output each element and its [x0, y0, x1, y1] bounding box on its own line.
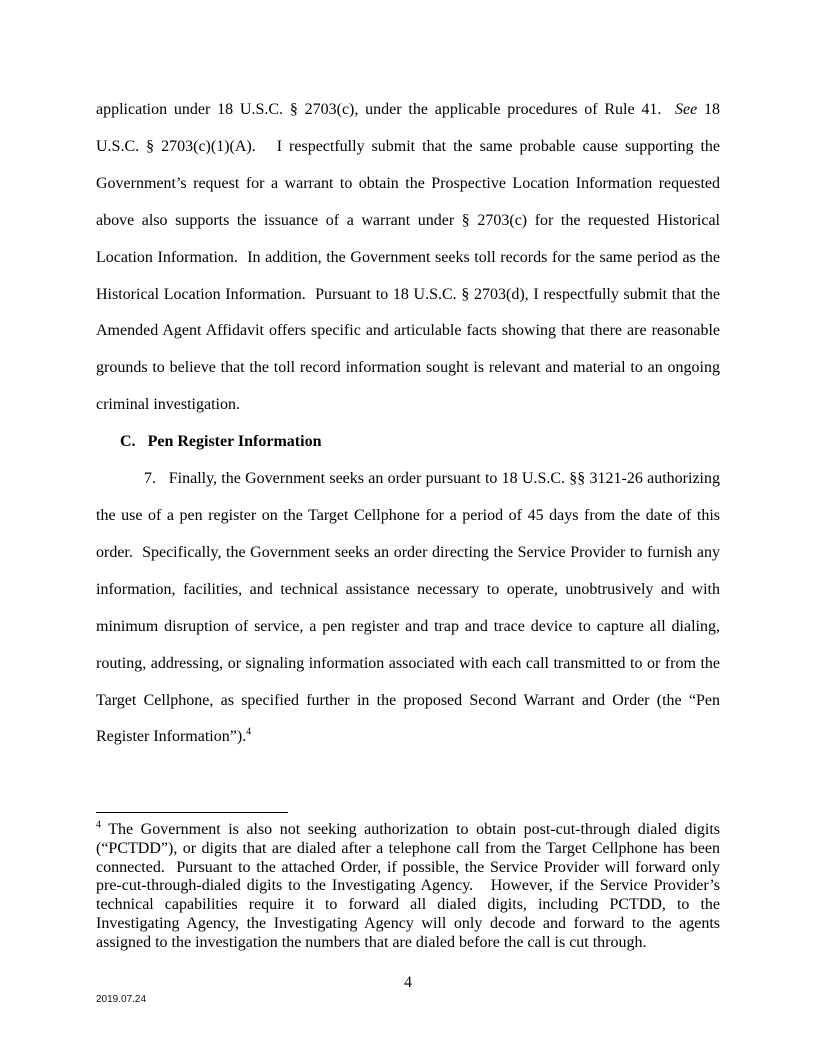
section-heading-c — [96, 424, 720, 461]
paragraph-6-continuation — [96, 92, 720, 424]
footnote-marker-4: 4 — [96, 819, 101, 831]
paragraph-text: application under 18 U.S.C. § 2703(c), under the applicable procedures of Rule 41. — [96, 101, 675, 118]
see-citation: See — [675, 101, 698, 118]
page-number: 4 — [404, 974, 412, 991]
section-heading-title: Pen Register Information — [147, 433, 322, 451]
footnote-text: The Government is also not seeking authorization to obtain post-cut-through dialed digits (“PCTDD”), or digits that are dialed after a telephone call from the Target Cellphone has been connected. Pursuant to the attached Order, if possible, the Service Provider will forward only pre-cut-through-dialed digits to the Investigating Agency. However, if the Service Provider’s technical capabilities require it to forward all dialed digits, including PCTDD, to the Investigating Agency, the Investigating Agency will only decode and forward to the agents assigned to the investigation the numbers that are dialed before the call is cut through. — [96, 821, 720, 951]
footnote-separator — [96, 812, 288, 813]
section-heading-label: C. — [120, 433, 136, 451]
paragraph-7 — [96, 461, 720, 756]
paragraph-text: 7. Finally, the Government seeks an order pursuant to 18 U.S.C. §§ 3121-26 authorizing the use of a pen register on the Target Cellphone for a period of 45 days from the date of this order. Specifically, the Government seeks an order directing the Service Provider to furnish any information, facilities, and technical assistance necessary to operate, unobtrusively and with minimum disruption of service, a pen register and trap and trace device to capture all dialing, routing, addressing, or signaling information associated with each call transmitted to or from the Target Cellphone, as specified further in the proposed Second Warrant and Order (the “Pen Register Information”). — [96, 470, 720, 746]
paragraph-text: 18 U.S.C. § 2703(c)(1)(A). I respectfully submit that the same probable cause supporting the Government’s request for a warrant to obtain the Prospective Location Information requested above also supports the issuance of a warrant under § 2703(c) for the requested Historical Location Information. In addition, the Government seeks toll records for the same period as the Historical Location Information. Pursuant to 18 U.S.C. § 2703(d), I respectfully submit that the Amended Agent Affidavit offers specific and articulable facts showing that there are reasonable grounds to believe that the toll record information sought is relevant and material to an ongoing criminal investigation. — [96, 101, 720, 414]
footnote-area — [96, 812, 720, 953]
footnote-reference-4: 4 — [246, 727, 252, 739]
date-stamp: 2019.07.24 — [96, 994, 147, 1005]
footnote-4 — [96, 821, 720, 953]
